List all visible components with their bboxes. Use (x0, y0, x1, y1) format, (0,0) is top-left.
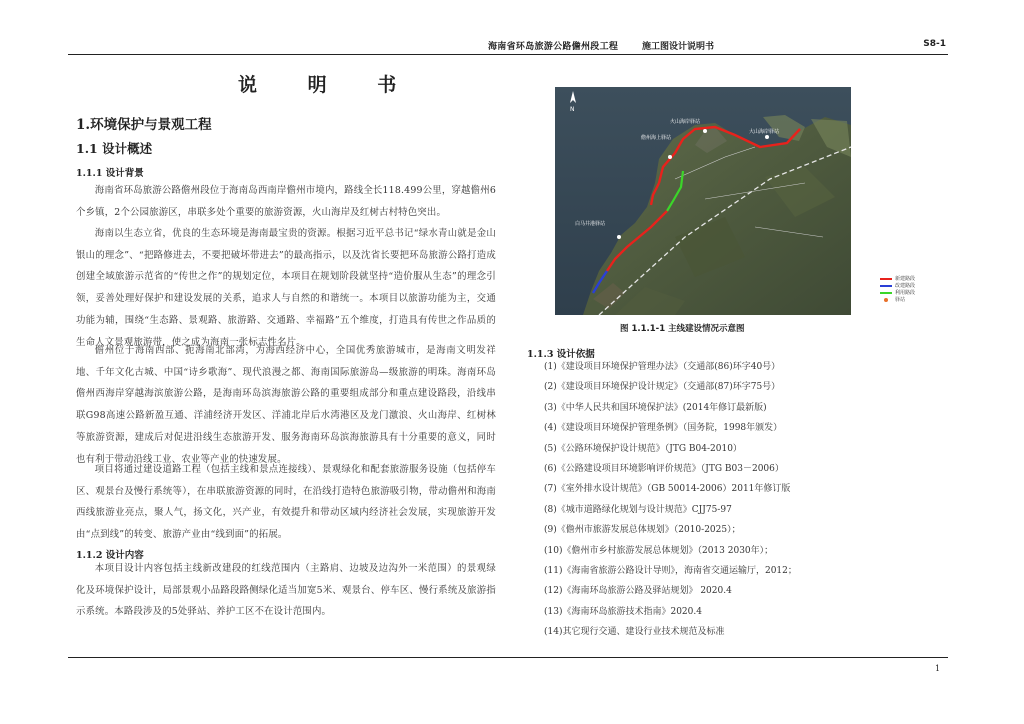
doc-type: 施工图设计说明书 (642, 42, 715, 52)
project-title: 海南省环岛旅游公路儋州段工程 (488, 42, 619, 52)
paragraph-content: 本项目设计内容包括主线新改建段的红线范围内（主路肩、边坡及边沟外一米范围）的景观绿化及环境保护设计，局部景观小品路段路侧绿化适当加宽5米、观景台、停车区、慢行系统及旅游指示系统。本路段涉及的5处驿站、养护工区不在设计范围内。 (76, 563, 496, 618)
reference-list (544, 357, 894, 643)
reference-item: (6)《公路建设项目环境影响评价规范》（JTG B03－2006） (544, 464, 784, 475)
footer-rule (68, 657, 948, 658)
reference-item: (7)《室外排水设计规范》（GB 50014-2006）2011年修订版 (544, 484, 791, 495)
reference-item: (2)《建设项目环境保护设计规定》（交通部(87)环字75号） (544, 382, 781, 393)
legend-station-dot (884, 298, 888, 302)
reference-item: (8)《城市道路绿化规划与设计规范》CJJ75-97 (544, 504, 732, 515)
station-marker (703, 129, 707, 133)
reference-item: (14)其它现行交通、建设行业技术规范及标准 (544, 627, 725, 638)
paragraph-background-4: 项目将通过建设道路工程（包括主线和景点连接线）、景观绿化和配套旅游服务设施（包括停车区、观景台及慢行系统等），在串联旅游资源的同时，在沿线打造特色旅游吸引物，带动儋州和海南西线旅游业亮点，聚人气，扬文化，兴产业，有效提升和带动区域内经济社会发展，实现旅游开发由“点到线”的转变、旅游产业由“线到面”的拓展。 (76, 464, 496, 541)
map-label: 火山海岸驿站 (670, 119, 701, 125)
paragraph-background-3: 儋州位于海南西部、扼海南北部湾，为海西经济中心，全国优秀旅游城市，是海南文明发祥地、千年文化古城、中国“诗乡歌海”、现代浪漫之都、海南国际旅游岛—级旅游的明珠。海南环岛儋州西海岸穿越海滨旅游公路，是海南环岛滨海旅游公路的重要组成部分和重点建设路段，沿线串联G98高速公路新盈互通、洋浦经济开发区、洋浦北岸后水湾港区及龙门激浪、火山海岸、红树林等旅游资源，建成后对促进沿线生态旅游开发、服务海南环岛滨海旅游具有十分重要的意义，同时也有利于带动沿线工业、农业等产业的快速发展。 (76, 345, 496, 465)
subsubsection-background: 1.1.1 设计背景 (76, 168, 144, 179)
legend-item: 新建路段 (880, 275, 915, 282)
page-header (68, 38, 948, 55)
reference-item: (12)《海南环岛旅游公路及驿站规划》 2020.4 (544, 586, 732, 597)
route-map-figure (555, 87, 851, 315)
paragraph-background-1: 海南省环岛旅游公路儋州段位于海南岛西南岸儋州市境内，路线全长118.499公里，穿越儋州6个乡镇，2个公园旅游区，串联多处个重要的旅游资源，火山海岸及红树古村特色突出。 (76, 185, 496, 218)
subsubsection-content: 1.1.2 设计内容 (76, 550, 144, 561)
svg-text:N: N (570, 106, 575, 113)
reference-item: (5)《公路环境保护设计规范》（JTG B04-2010） (544, 443, 742, 454)
reference-item: (3)《中华人民共和国环境保护法》(2014年修订最新版) (544, 402, 767, 413)
reference-item: (10)《儋州市乡村旅游发展总体规划》（2013 2030年）； (544, 545, 774, 556)
reference-item: (13)《海南环岛旅游技术指南》2020.4 (544, 606, 702, 617)
page-number: 1 (935, 664, 941, 673)
subsubsection-basis: 1.1.3 设计依据 (527, 349, 595, 360)
legend-new-swatch (880, 278, 892, 280)
legend-item: 驿站 (880, 296, 915, 303)
map-label: 白马井港驿站 (575, 221, 606, 227)
reference-item: (11)《海南省旅游公路设计导则》，海南省交通运输厅，2012； (544, 566, 797, 577)
map-label: 儋州海上驿站 (641, 135, 672, 141)
legend-item: 利用路段 (880, 289, 915, 296)
legend-reuse-swatch (880, 292, 892, 294)
map-label: 大山海岸驿站 (749, 129, 780, 135)
map-legend (880, 275, 915, 303)
legend-rebuild-swatch (880, 285, 892, 287)
document-title: 说 明 书 (238, 74, 419, 96)
section-heading: 1.环境保护与景观工程 (76, 117, 212, 133)
station-marker (765, 135, 769, 139)
route-map (555, 87, 851, 315)
legend-item: 改建路段 (880, 282, 915, 289)
reference-item: (4)《建设项目环境保护管理条例》（国务院，1998年颁发） (544, 423, 783, 434)
reference-item: (9)《儋州市旅游发展总体规划》（2010-2025）； (544, 525, 741, 536)
subsection-heading: 1.1 设计概述 (76, 141, 153, 156)
station-marker (668, 155, 672, 159)
figure-caption: 图 1.1.1-1 主线建设情况示意图 (620, 324, 745, 334)
paragraph-background-2: 海南以生态立省，优良的生态环境是海南最宝贵的资源。根据习近平总书记“绿水青山就是金山银山的理念”、“把路修进去，不要把破坏带进去”的最高指示，以及沈省长要把环岛旅游公路打造成创建全域旅游示范省的“传世之作”的规划定位，本项目在规划阶段就坚持“造价服从生态”的理念引领，妥善处理好保护和建设发展的关系，追求人与自然的和谐统一。本项目以旅游功能为主，交通功能为辅，围绕“生态路、景观路、旅游路、交通路、幸福路”五个维度，打造具有传世之作品质的生命人文景观旅游带，使之成为海南一张标志性名片。 (76, 228, 496, 348)
page-code: S8-1 (923, 39, 946, 49)
reference-item: (1)《建设项目环境保护管理办法》（交通部(86)环字40号） (544, 362, 781, 372)
station-marker (617, 235, 621, 239)
